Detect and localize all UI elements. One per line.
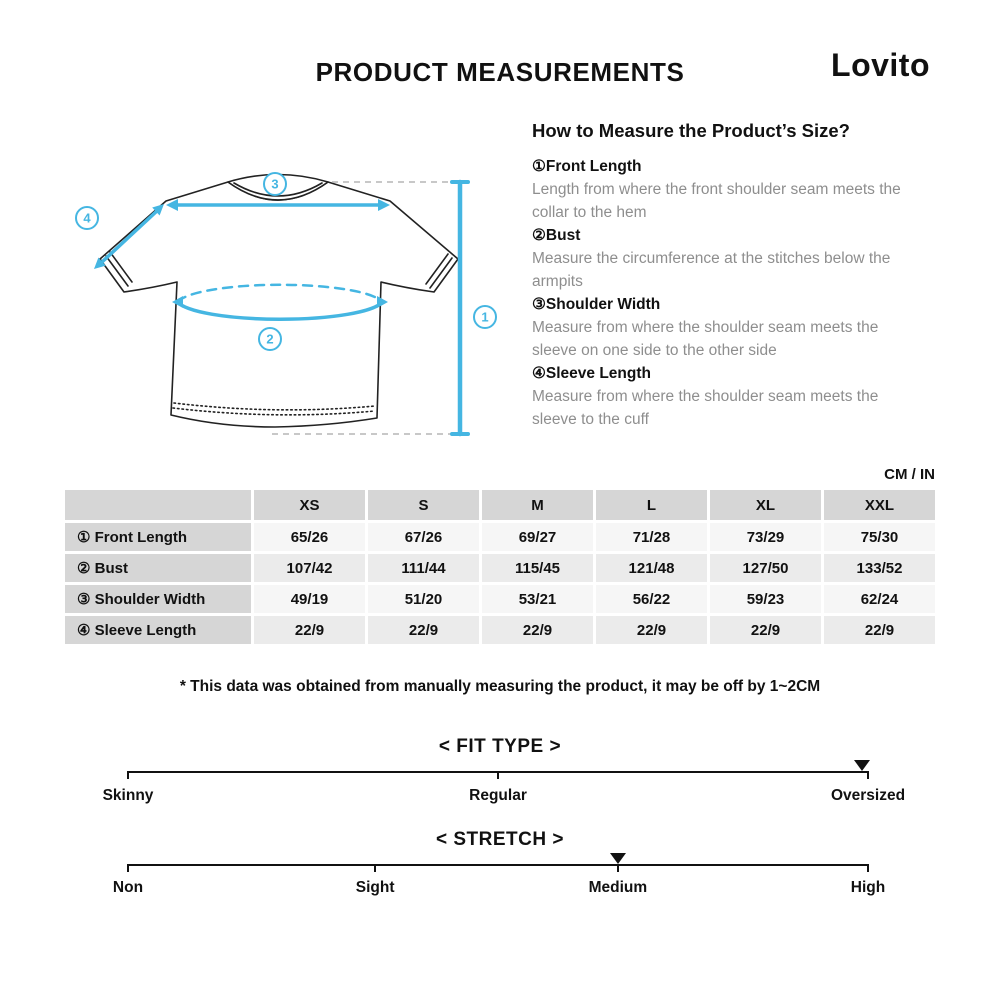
table-row-sleeve-length — [65, 616, 935, 644]
cell: 49/19 — [254, 585, 365, 613]
bust-arrow-right-head — [377, 296, 388, 308]
stretch-tick-sight — [374, 864, 376, 872]
table-row-bust — [65, 554, 935, 582]
measure-item-front-length — [532, 155, 908, 224]
cell: 115/45 — [482, 554, 593, 582]
cell: 56/22 — [596, 585, 707, 613]
page-title: PRODUCT MEASUREMENTS — [315, 57, 685, 87]
cell: 75/30 — [824, 523, 935, 551]
cell: 22/9 — [824, 616, 935, 644]
brand-logo: Lovito — [831, 47, 930, 83]
tshirt-diagram — [60, 112, 520, 460]
item-num: ② — [532, 227, 546, 244]
measure-item-desc: Measure the circumference at the stitches below the armpits — [532, 250, 891, 290]
measure-item-label — [532, 293, 908, 316]
cell: 121/48 — [596, 554, 707, 582]
tshirt-diagram-svg — [60, 112, 520, 460]
cell: 69/27 — [482, 523, 593, 551]
fit-label-regular: Regular — [469, 787, 527, 804]
fit-type-tick-regular — [497, 771, 499, 779]
cell: 67/26 — [368, 523, 479, 551]
column-header-s: S — [368, 490, 479, 520]
fit-type-scale — [128, 760, 868, 782]
column-header-xs: XS — [254, 490, 365, 520]
callout-4: 4 — [83, 210, 91, 226]
cell: 62/24 — [824, 585, 935, 613]
measurement-disclaimer: * This data was obtained from manually measuring the product, it may be off by 1~2CM — [179, 678, 821, 695]
cell: 59/23 — [710, 585, 821, 613]
cell: 107/42 — [254, 554, 365, 582]
measure-item-desc: Measure from where the shoulder seam meets the sleeve to the cuff — [532, 388, 879, 428]
item-title: Sleeve Length — [545, 365, 651, 382]
measure-item-bust — [532, 224, 908, 293]
fit-type-marker — [854, 760, 870, 771]
cell: 22/9 — [710, 616, 821, 644]
table-header-row — [65, 490, 935, 520]
fit-type-labels — [102, 787, 906, 807]
cell: 133/52 — [824, 554, 935, 582]
how-to-section — [532, 120, 908, 431]
cell: 127/50 — [710, 554, 821, 582]
table-row-shoulder-width — [65, 585, 935, 613]
column-header-l: L — [596, 490, 707, 520]
fit-label-oversized: Oversized — [830, 787, 906, 804]
measure-item-label — [532, 362, 908, 385]
fit-type-tick-skinny — [127, 771, 129, 779]
cell: 22/9 — [368, 616, 479, 644]
stretch-label-medium: Medium — [588, 879, 648, 896]
table-corner-cell — [65, 490, 251, 520]
item-title: Bust — [545, 227, 581, 244]
stretch-labels — [112, 879, 886, 899]
cell: 22/9 — [482, 616, 593, 644]
item-title: Front Length — [545, 158, 642, 175]
stretch-tick-high — [867, 864, 869, 872]
measure-item-shoulder-width — [532, 293, 908, 362]
tshirt-outline — [100, 182, 458, 427]
column-header-xl: XL — [710, 490, 821, 520]
stretch-tick-medium — [617, 864, 619, 872]
callout-1: 1 — [481, 309, 489, 325]
fit-type-title: < FIT TYPE > — [438, 736, 562, 757]
item-num: ③ — [532, 296, 546, 313]
column-header-xxl: XXL — [824, 490, 935, 520]
cell: 22/9 — [596, 616, 707, 644]
stretch-axis-line — [128, 864, 868, 866]
stretch-label-sight: Sight — [355, 879, 395, 896]
stretch-title: < STRETCH > — [436, 829, 564, 850]
stretch-label-high: High — [850, 879, 886, 896]
cell: 71/28 — [596, 523, 707, 551]
size-table — [62, 487, 938, 647]
cell: 51/20 — [368, 585, 479, 613]
measure-item-sleeve-length — [532, 362, 908, 431]
fit-type-tick-oversized — [867, 771, 869, 779]
row-label: ① Front Length — [65, 523, 251, 551]
measure-item-label — [532, 224, 908, 247]
column-header-m: M — [482, 490, 593, 520]
unit-label: CM / IN — [884, 466, 935, 483]
stretch-label-non: Non — [112, 879, 144, 896]
cell: 22/9 — [254, 616, 365, 644]
stretch-marker — [610, 853, 626, 864]
cell: 73/29 — [710, 523, 821, 551]
stretch-tick-non — [127, 864, 129, 872]
item-num: ④ — [532, 365, 546, 382]
cell: 111/44 — [368, 554, 479, 582]
measure-item-label — [532, 155, 908, 178]
measure-item-desc: Length from where the front shoulder seam meets the collar to the hem — [532, 181, 901, 221]
how-to-title: How to Measure the Product’s Size? — [532, 120, 850, 141]
cell: 65/26 — [254, 523, 365, 551]
table-row-front-length — [65, 523, 935, 551]
item-title: Shoulder Width — [545, 296, 661, 313]
cell: 53/21 — [482, 585, 593, 613]
fit-label-skinny: Skinny — [102, 787, 154, 804]
callout-2: 2 — [266, 331, 274, 347]
row-label: ③ Shoulder Width — [65, 585, 251, 613]
row-label: ④ Sleeve Length — [65, 616, 251, 644]
row-label: ② Bust — [65, 554, 251, 582]
callout-3: 3 — [271, 176, 279, 192]
item-num: ① — [532, 158, 546, 175]
measure-item-desc: Measure from where the shoulder seam meets the sleeve on one side to the other side — [532, 319, 879, 359]
stretch-scale — [128, 853, 868, 875]
